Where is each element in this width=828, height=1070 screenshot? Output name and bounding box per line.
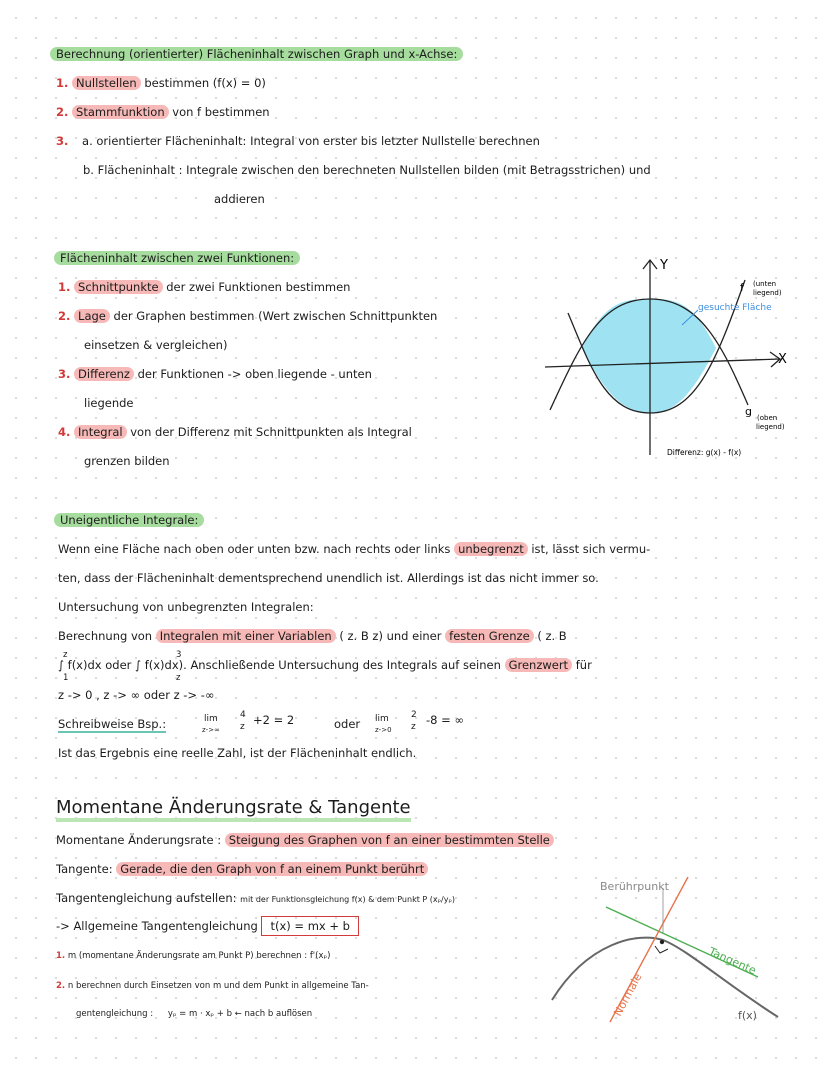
ex2-rest: -8 = ∞ xyxy=(426,713,464,727)
right-angle-mark xyxy=(655,946,668,953)
f-note-2: liegend) xyxy=(753,289,782,297)
y-axis-label: Y xyxy=(660,258,668,273)
f-label: f xyxy=(740,281,744,294)
integral-2-lower: z xyxy=(176,673,181,683)
section1-step-1: 1. Nullstellen bestimmen (f(x) = 0) xyxy=(56,76,266,90)
section4-line-4: -> Allgemeine Tangentengleichung t(x) = mx + b xyxy=(56,918,359,934)
section1-step-3a: 3. a. orientierter Flächeninhalt: Integral von erster bis letzter Nullstelle berechnen xyxy=(56,134,540,148)
ex1-lim-sub: z->∞ xyxy=(202,726,220,734)
section4-step-2: 2. n berechnen durch Einsetzen von m und dem Punkt in allgemeine Tan- xyxy=(56,981,369,991)
normal-label: Normale xyxy=(611,971,645,1019)
tangent-equation-box: t(x) = mx + b xyxy=(261,916,359,936)
section2-step-1: 1. Schnittpunkte der zwei Funktionen bestimmen xyxy=(58,280,351,294)
section4-title: Momentane Änderungsrate & Tangente xyxy=(56,797,411,819)
section2-step-3: 3. Differenz der Funktionen -> oben liegende - unten xyxy=(58,367,372,381)
contact-point xyxy=(660,940,664,944)
tangent-label: Tangente xyxy=(706,944,759,978)
section4-step-2-cont: gentengleichung : yₚ = m · xₚ + b ← nach b auflösen xyxy=(76,1009,313,1019)
section2-step-4-cont: grenzen bilden xyxy=(84,454,170,468)
section4-line-2: Tangente: Gerade, die den Graph von f an einem Punkt berührt xyxy=(56,861,428,877)
integral-1-upper: z xyxy=(63,650,68,660)
section4-line-1: Momentane Änderungsrate : Steigung des Graphen von f an einer bestimmten Stelle xyxy=(56,832,554,848)
section4-line-3: Tangentengleichung aufstellen: mit der Funktionsgleichung f(x) & dem Punkt P (xₚ/yₚ) xyxy=(56,891,456,905)
curve-fx xyxy=(552,938,778,1017)
ex2-lim-sub: z->0 xyxy=(375,726,392,734)
f-note-1: (unten xyxy=(753,280,777,288)
ex-mid: oder xyxy=(334,717,361,731)
integral-1-lower: 1 xyxy=(63,673,69,683)
section1-title: Berechnung (orientierter) Flächeninhalt zwischen Graph und x-Achse: xyxy=(56,46,463,62)
section1-step-3b: b. Flächeninhalt : Integrale zwischen den berechneten Nullstellen bilden (mit Betragsstrichen) und xyxy=(83,163,651,177)
ex2-numerator: 2 xyxy=(411,710,417,720)
section3-line-6: z -> 0 , z -> ∞ oder z -> -∞ xyxy=(58,688,215,702)
section2-step-2-cont: einsetzen & vergleichen) xyxy=(84,338,228,352)
ex1-numerator: 4 xyxy=(240,710,246,720)
example-label: Schreibweise Bsp.: xyxy=(58,717,167,731)
section3-line-1: Wenn eine Fläche nach oben oder unten bzw. nach rechts oder links unbegrenzt ist, lässt sich vermu- xyxy=(58,542,651,556)
x-axis-label: X xyxy=(778,352,787,367)
area-figure xyxy=(540,255,800,465)
ex2-lim: lim xyxy=(375,714,389,724)
section3-conclusion: Ist das Ergebnis eine reelle Zahl, ist der Flächeninhalt endlich. xyxy=(58,746,417,760)
ex2-denominator: z xyxy=(411,722,416,732)
difference-note: Differenz: g(x) - f(x) xyxy=(667,448,742,457)
section3-example xyxy=(58,716,166,732)
ex1-denominator: z xyxy=(240,722,245,732)
integral-2-upper: 3 xyxy=(176,650,182,660)
section2-step-4: 4. Integral von der Differenz mit Schnittpunkten als Integral xyxy=(58,425,412,439)
section2-step-2: 2. Lage der Graphen bestimmen (Wert zwischen Schnittpunkten xyxy=(58,309,438,323)
tangent-figure xyxy=(548,872,788,1032)
section2-step-3-cont: liegende xyxy=(84,396,134,410)
g-note-2: liegend) xyxy=(756,423,785,431)
section3-line-5: ∫ f(x)dx oder ∫ f(x)dx). Anschließende Untersuchung des Integrals auf seinen Grenzwert für xyxy=(58,658,592,672)
g-note-1: (oben xyxy=(757,414,778,422)
section3-line-3: Untersuchung von unbegrenzten Integralen: xyxy=(58,600,314,614)
section1-step-2: 2. Stammfunktion von f bestimmen xyxy=(56,105,270,119)
section3-title: Uneigentliche Integrale: xyxy=(60,512,204,528)
contact-label: Berührpunkt xyxy=(600,880,669,893)
ex1-rest: +2 = 2 xyxy=(253,713,295,727)
section3-line-4: Berechnung von Integralen mit einer Variablen ( z. B z) und einer festen Grenze ( z. B xyxy=(58,629,567,643)
section2-title: Flächeninhalt zwischen zwei Funktionen: xyxy=(60,250,300,266)
section4-step-1: 1. m (momentane Änderungsrate am Punkt P) berechnen : f'(xₚ) xyxy=(56,951,331,961)
g-label: g xyxy=(745,405,752,418)
area-label: gesuchte Fläche xyxy=(698,303,772,313)
section3-line-2: ten, dass der Flächeninhalt dementsprechend unendlich ist. Allerdings ist das nicht immer so. xyxy=(58,571,599,585)
ex1-lim: lim xyxy=(204,714,218,724)
fx-label: f(x) xyxy=(738,1009,757,1022)
section1-step-3b-cont: addieren xyxy=(214,192,265,206)
